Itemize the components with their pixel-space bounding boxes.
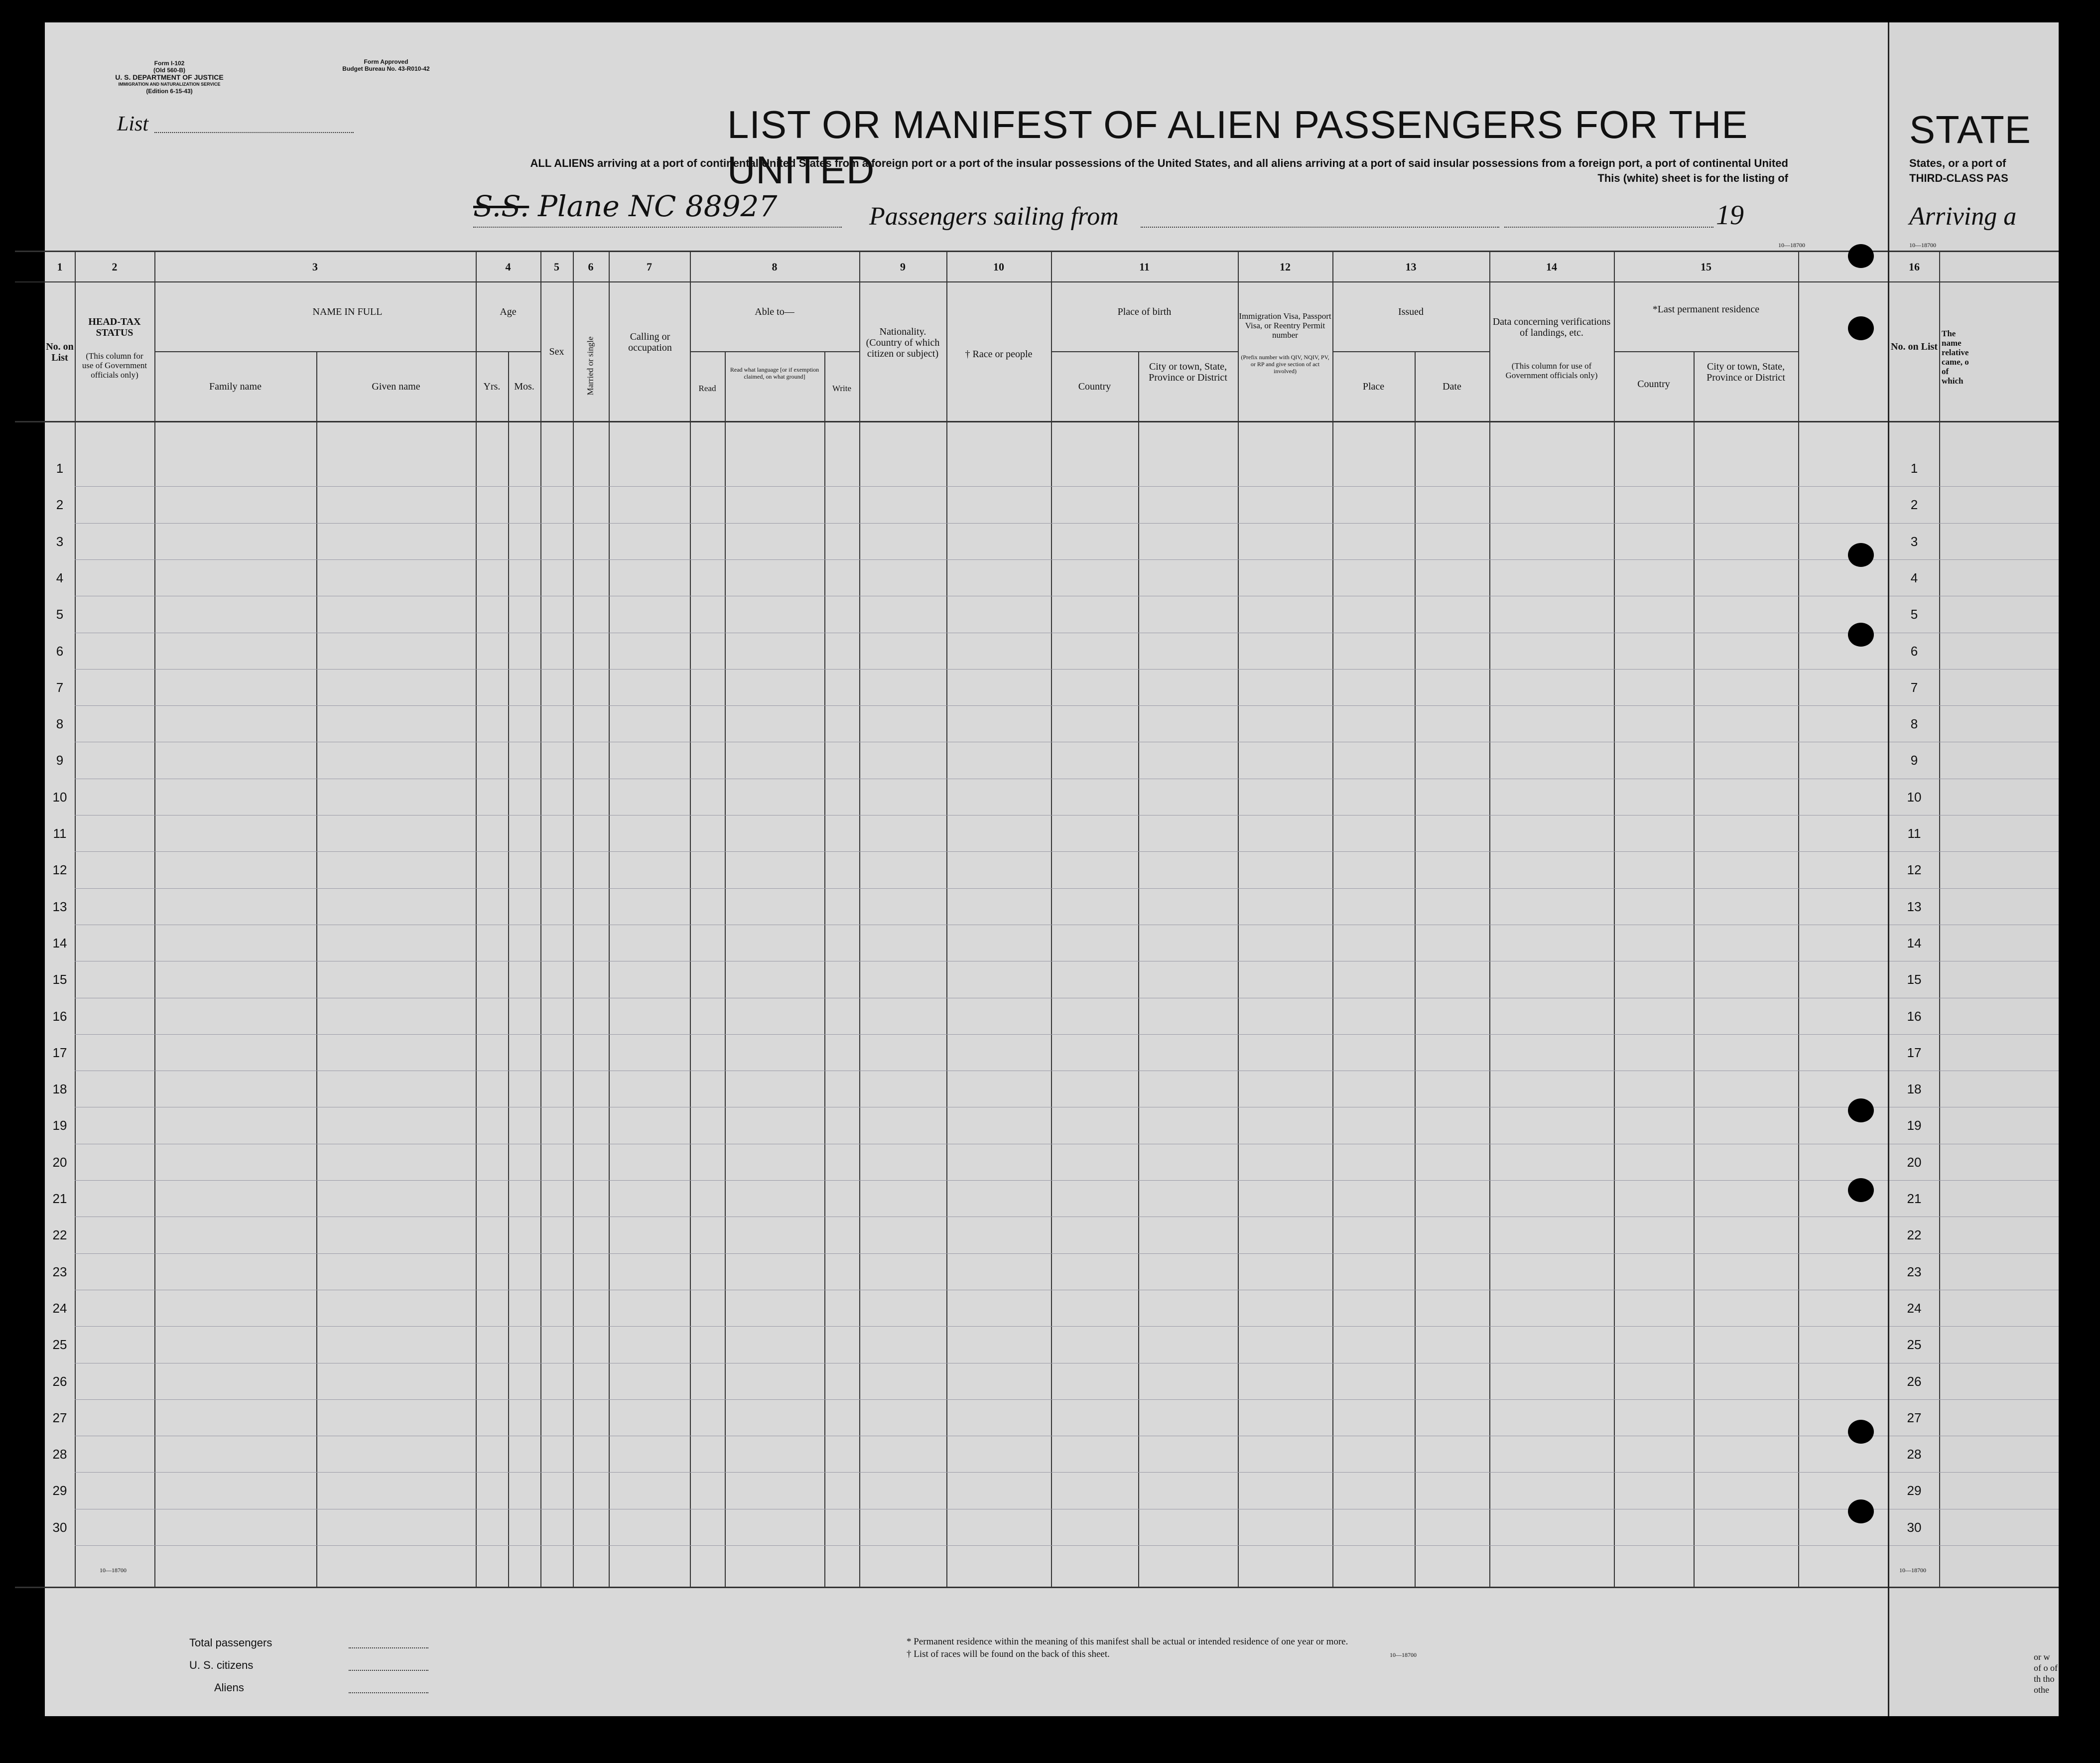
punch-hole (1848, 543, 1874, 567)
header-visa: Immigration Visa, Passport Visa, or Reentry Permit number (1239, 311, 1331, 340)
col-line-11a (1138, 351, 1139, 1587)
manifest-sheet (45, 22, 1888, 1716)
header-family-name: Family name (209, 381, 262, 392)
col-line-4 (540, 251, 541, 1587)
cont-row-number: 1 (1910, 461, 1918, 476)
col-num-15: 15 (1701, 261, 1711, 273)
row-number: 9 (56, 753, 64, 768)
cont-row-number: 7 (1910, 679, 1918, 695)
col-line-8b (824, 351, 825, 1587)
list-line (154, 132, 354, 133)
row-number: 18 (52, 1082, 67, 1097)
cont-form-code: 10—18700 (1909, 242, 1936, 249)
punch-hole (1848, 244, 1874, 268)
row-number: 7 (56, 679, 64, 695)
arriving-label: Arriving a (1909, 202, 2017, 231)
form-number (110, 60, 229, 95)
header-mos: Mos. (514, 381, 534, 392)
row-rule (75, 1253, 1888, 1254)
header-issued-place: Place (1362, 381, 1385, 392)
form-bureau: Budget Bureau No. 43-R010-42 (342, 65, 430, 72)
cont-row-number: 17 (1907, 1045, 1922, 1060)
row-rule (75, 1399, 1888, 1400)
cont-row-rule (1889, 1545, 2059, 1546)
cont-row-rule (1889, 1472, 2059, 1473)
cont-header-relative: The name relative came, o of which (1942, 329, 1969, 386)
header-visa-note: (Prefix number with QIV, NQIV, PV, or RP and give section of act involved) (1241, 354, 1329, 375)
col-line-15 (1798, 251, 1799, 1587)
cont-row-number: 11 (1907, 826, 1921, 841)
cont-row-number: 20 (1907, 1154, 1922, 1170)
punch-hole (1848, 1499, 1874, 1523)
date-line (1504, 227, 1713, 228)
continuation-subtitle2: THIRD-CLASS PAS (1909, 172, 2008, 184)
col-line-12 (1332, 251, 1333, 1587)
vessel-line (473, 227, 842, 228)
col-num-3: 3 (312, 261, 318, 273)
punch-hole (1848, 1420, 1874, 1444)
vessel-strike: S.S. (473, 189, 529, 223)
header-nationality: Nationality. (Country of which citizen or subject) (866, 326, 940, 359)
manifest-title: LIST OR MANIFEST OF ALIEN PASSENGERS FOR THE UNITED (727, 103, 1748, 192)
header-bottom-border (15, 421, 1888, 422)
col-line-5 (573, 251, 574, 1587)
row-number: 21 (52, 1191, 67, 1206)
row-number: 3 (56, 534, 64, 549)
name-sub-divider (154, 351, 540, 352)
cont-header-border (1889, 421, 2059, 422)
row-number: 5 (56, 607, 64, 622)
top-form-code: 10—18700 (1778, 242, 1805, 249)
row-rule (75, 1472, 1888, 1473)
row-rule (75, 1326, 1888, 1327)
header-issued-date: Date (1443, 381, 1461, 392)
header-residence-country: Country (1637, 379, 1670, 390)
footer-note-residence: * Permanent residence within the meaning of this manifest shall be actual or intended residence of one year or more. (907, 1636, 1348, 1647)
cont-row-number: 15 (1907, 972, 1922, 987)
row-number: 14 (52, 935, 67, 950)
col-num-12: 12 (1280, 261, 1291, 273)
col-line-9 (946, 251, 947, 1587)
col-num-8: 8 (772, 261, 778, 273)
continuation-sheet (1888, 22, 2059, 1716)
col-line-4a (508, 351, 509, 1587)
header-birth-city: City or town, State, Province or District (1149, 361, 1227, 383)
cont-row-rule (1889, 1034, 2059, 1035)
row-number: 29 (52, 1483, 67, 1498)
form-line2: (Old 560-B) (153, 67, 185, 74)
col-num-1: 1 (57, 261, 63, 273)
continuation-title: STATE (1909, 108, 2031, 151)
row-number: 1 (56, 461, 64, 476)
vessel-handwritten: Plane NC 88927 (538, 189, 778, 223)
cont-row-number: 21 (1907, 1191, 1922, 1206)
cont-row-number: 3 (1910, 534, 1918, 549)
col-line-1 (75, 251, 76, 1587)
cont-row-rule (1889, 1180, 2059, 1181)
row-number: 25 (52, 1337, 67, 1353)
header-data-note: (This column for use of Government officials only) (1505, 361, 1598, 380)
col-line-6 (609, 251, 610, 1587)
header-place-of-birth: Place of birth (1117, 306, 1172, 317)
row-rule (75, 1180, 1888, 1181)
col-line-11 (1238, 251, 1239, 1587)
row-number: 22 (52, 1227, 67, 1243)
cont-row-number: 29 (1907, 1483, 1922, 1498)
row-number: 19 (52, 1118, 67, 1133)
row-number: 10 (52, 789, 67, 805)
col-line-10 (1051, 251, 1052, 1587)
footer-aliens-label: Aliens (214, 1681, 244, 1694)
cont-row-rule (1889, 1253, 2059, 1254)
cont-row-rule (1889, 1399, 2059, 1400)
row-number: 17 (52, 1045, 67, 1060)
year-prefix: 19 (1716, 200, 1744, 231)
col-line-7 (690, 251, 691, 1587)
header-last-residence: *Last permanent residence (1652, 304, 1760, 315)
issued-sub-divider (1332, 351, 1489, 352)
form-line1: Form I-102 (154, 60, 185, 67)
row-number: 27 (52, 1410, 67, 1425)
col-num-2: 2 (112, 261, 118, 273)
sailing-label: Passengers sailing from (869, 202, 1119, 231)
col-num-4: 4 (505, 261, 511, 273)
residence-sub-divider (1614, 351, 1798, 352)
row-number: 23 (52, 1264, 67, 1279)
header-married: Married or single (585, 336, 595, 396)
cont-footer-text: or w of o of th tho othe (2034, 1652, 2058, 1695)
cont-row-rule (1889, 669, 2059, 670)
col-line-15a (1694, 351, 1695, 1587)
birth-sub-divider (1051, 351, 1238, 352)
list-label: List (117, 113, 149, 136)
cont-row-number: 8 (1910, 716, 1918, 732)
cont-row-rule (1889, 851, 2059, 852)
row-rule (75, 1034, 1888, 1035)
col-num-14: 14 (1546, 261, 1557, 273)
header-able-to: Able to— (755, 306, 794, 317)
cont-row-number: 23 (1907, 1264, 1922, 1279)
subtitle-line2: This (white) sheet is for the listing of (1597, 172, 1788, 184)
cont-row-rule (1889, 888, 2059, 889)
cont-row-number: 14 (1907, 935, 1922, 950)
row-rule (75, 559, 1888, 560)
header-issued: Issued (1398, 306, 1424, 317)
punch-hole (1848, 1098, 1874, 1122)
row-number: 2 (56, 497, 64, 513)
cont-bottom-form-code: 10—18700 (1899, 1567, 1926, 1574)
col-num-9: 9 (900, 261, 906, 273)
row-number: 30 (52, 1519, 67, 1535)
footer-total-label: Total passengers (189, 1636, 272, 1649)
header-read-language: Read what language [or if exemption claimed, on what ground] (730, 366, 819, 380)
header-yrs: Yrs. (483, 381, 501, 392)
header-read: Read (698, 384, 716, 393)
row-number: 11 (53, 826, 67, 841)
col-line-8 (859, 251, 860, 1587)
subtitle-line1: ALL ALIENS arriving at a port of continental United States from a foreign port or a port of the insular possessions of the United States, and all aliens arriving at a port of said insular possessions from a foreign port, a port of continental United (530, 157, 1788, 169)
footer-citizens-label: U. S. citizens (189, 1659, 254, 1671)
cont-row-number: 5 (1910, 607, 1918, 622)
cont-row-number: 24 (1907, 1300, 1922, 1316)
col-num-10: 10 (993, 261, 1004, 273)
row-number: 4 (56, 570, 64, 585)
row-number: 12 (52, 862, 67, 878)
row-number: 24 (52, 1300, 67, 1316)
header-given-name: Given name (372, 381, 420, 392)
row-number: 20 (52, 1154, 67, 1170)
row-number: 6 (56, 643, 64, 659)
continuation-subtitle1: States, or a port of (1909, 157, 2006, 169)
header-write: Write (832, 384, 852, 393)
cont-row-number: 6 (1910, 643, 1918, 659)
row-number: 8 (56, 716, 64, 732)
cont-row-number: 2 (1910, 497, 1918, 513)
table-top-border (15, 251, 1888, 252)
row-number: 28 (52, 1447, 67, 1462)
col-line-3 (476, 251, 477, 1587)
footer-aliens-line (349, 1692, 428, 1693)
cont-row-number: 28 (1907, 1447, 1922, 1462)
col-num-16: 16 (1909, 261, 1920, 273)
header-sex: Sex (549, 346, 564, 357)
row-number: 26 (52, 1373, 67, 1389)
cont-row-number: 30 (1907, 1519, 1922, 1535)
punch-hole (1848, 623, 1874, 647)
form-service: IMMIGRATION AND NATURALIZATION SERVICE (118, 82, 221, 87)
header-birth-country: Country (1078, 381, 1111, 392)
row-rule (75, 705, 1888, 706)
col-line-2 (154, 251, 155, 1587)
cont-row-number: 4 (1910, 570, 1918, 585)
col-num-6: 6 (588, 261, 594, 273)
header-race: † Race or people (965, 349, 1033, 360)
sailing-line (1141, 227, 1499, 228)
row-rule (75, 669, 1888, 670)
col-num-5: 5 (554, 261, 559, 273)
col-line-3a (316, 351, 317, 1587)
header-name-in-full: NAME IN FULL (312, 306, 383, 317)
colnum-divider (15, 281, 1888, 282)
cont-row-number: 26 (1907, 1373, 1922, 1389)
header-data-concerning: Data concerning verifications of landings, etc. (1492, 316, 1611, 338)
cont-row-number: 10 (1907, 789, 1922, 805)
header-no-on-list: No. on List (46, 341, 74, 363)
cont-row-rule (1889, 1326, 2059, 1327)
cont-row-number: 18 (1907, 1082, 1922, 1097)
col-num-7: 7 (647, 261, 652, 273)
form-dept: U. S. DEPARTMENT OF JUSTICE (115, 73, 224, 81)
cont-top-border (1889, 251, 2059, 252)
form-approved: Form Approved (364, 58, 408, 65)
footer-form-code: 10—18700 (1390, 1651, 1417, 1658)
col-num-13: 13 (1405, 261, 1417, 273)
cont-row-number: 9 (1910, 753, 1918, 768)
header-residence-city: City or town, State, Province or District (1706, 361, 1785, 383)
cont-row-rule (1889, 523, 2059, 524)
header-head-tax-note: (This column for use of Government officials only) (82, 351, 147, 380)
row-number: 13 (52, 899, 67, 914)
row-rule (75, 888, 1888, 889)
cont-row-rule (1889, 705, 2059, 706)
footer-note-races: † List of races will be found on the back of this sheet. (907, 1649, 1110, 1659)
cont-row-number: 16 (1907, 1008, 1922, 1024)
form-edition: (Edition 6-15-43) (146, 88, 193, 95)
col-line-14 (1614, 251, 1615, 1587)
cont-row-number: 27 (1907, 1410, 1922, 1425)
cont-row-number: 12 (1907, 862, 1922, 878)
row-rule (75, 851, 1888, 852)
cont-row-number: 13 (1907, 899, 1922, 914)
row-number: 16 (52, 1008, 67, 1024)
table-bottom-border (15, 1587, 1888, 1588)
punch-hole (1848, 1178, 1874, 1202)
col-num-11: 11 (1139, 261, 1150, 273)
row-rule (75, 486, 1888, 487)
col-line-13 (1489, 251, 1490, 1587)
row-rule (75, 523, 1888, 524)
cont-row-number: 22 (1907, 1227, 1922, 1243)
cont-colnum-divider (1889, 281, 2059, 282)
cont-row-rule (1889, 486, 2059, 487)
col-line-13a (1415, 351, 1416, 1587)
able-sub-divider (690, 351, 859, 352)
punch-hole (1848, 316, 1874, 340)
cont-row-rule (1889, 559, 2059, 560)
header-age: Age (500, 306, 517, 317)
row-rule (75, 1545, 1888, 1546)
cont-header-no-on-list: No. on List (1891, 341, 1938, 352)
row-number: 15 (52, 972, 67, 987)
header-calling: Calling or occupation (628, 331, 672, 353)
bottom-form-code: 10—18700 (100, 1567, 127, 1574)
cont-col-line (1939, 251, 1940, 1587)
col-line-8a (725, 351, 726, 1587)
header-head-tax: HEAD-TAX STATUS (88, 316, 141, 338)
footer-citizens-line (349, 1670, 428, 1671)
cont-row-number: 19 (1907, 1118, 1922, 1133)
cont-row-number: 25 (1907, 1337, 1922, 1353)
form-approval (324, 58, 448, 72)
cont-bottom-border (1889, 1587, 2059, 1588)
footer-total-line (349, 1647, 428, 1648)
